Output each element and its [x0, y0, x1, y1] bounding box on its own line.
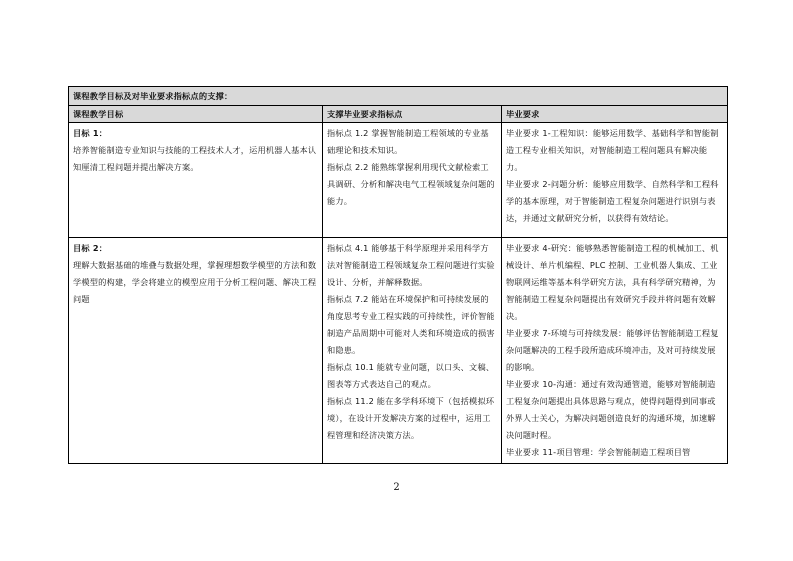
indicator-item: 指标点 2.2 能熟练掌握利用现代文献检索工具调研、分析和解决电气工程领域复杂问题的能力。: [327, 162, 495, 206]
indicator-cell: [323, 123, 502, 238]
indicator-item: 指标点 7.2 能站在环境保护和可持续发展的角度思考专业工程实践的可持续性，评价智能制造产品周期中可能对人类和环境造成的损害和隐患。: [327, 294, 495, 355]
goal-title: 目标 2：: [73, 243, 108, 253]
goal-cell: [69, 123, 323, 238]
goal-text: 理解大数据基础的堆叠与数据处理，掌握理想数学模型的方法和数学模型的构建，学会将建立的模型应用于分析工程问题、解决工程问题: [73, 260, 317, 304]
header-indicator: 支撑毕业要求指标点: [323, 106, 502, 123]
page-number: 2: [393, 482, 400, 493]
requirement-item: 毕业要求 11-项目管理：学会智能制造工程项目管: [506, 447, 691, 457]
indicator-item: 指标点 1.2 掌握智能制造工程领域的专业基础理论和技术知识。: [327, 128, 489, 155]
goal-cell: [69, 238, 323, 464]
goal-text: 培养智能制造专业知识与技能的工程技术人才，运用机器人基本认知厘清工程问题并提出解决方案。: [73, 145, 317, 172]
requirement-item: 毕业要求 2-问题分析：能够应用数学、自然科学和工程科学的基本原理，对于智能制造工程复杂问题进行识别与表达，并通过文献研究分析，以获得有效结论。: [506, 179, 719, 223]
requirement-cell: [502, 123, 728, 238]
table-row: [69, 238, 728, 464]
indicator-cell: [323, 238, 502, 464]
goal-title: 目标 1：: [73, 128, 108, 138]
header-requirement: 毕业要求: [502, 106, 728, 123]
table-row: [69, 123, 728, 238]
requirement-item: 毕业要求 1-工程知识：能够运用数学、基础科学和智能制造工程专业相关知识，对智能制造工程问题具有解决能力。: [506, 128, 719, 172]
objectives-table: [68, 86, 728, 464]
indicator-item: 指标点 11.2 能在多学科环境下（包括模拟环境），在设计开发解决方案的过程中，运用工程管理和经济决策方法。: [327, 396, 495, 440]
header-course-goal: 课程教学目标: [69, 106, 323, 123]
table-title: 课程教学目标及对毕业要求指标点的支撑：: [69, 87, 728, 106]
indicator-item: 指标点 4.1 能够基于科学原理并采用科学方法对智能制造工程领域复杂工程问题进行实验设计、分析，并解释数据。: [327, 243, 495, 287]
requirement-item: 毕业要求 4-研究：能够熟悉智能制造工程的机械加工、机械设计、单片机编程、PLC 控制、工业机器人集成、工业物联网运维等基本科学研究方法，具有科学研究精神，为智能制造工程复杂问题提出有效研究手段并将问题有效解决。: [506, 243, 719, 321]
indicator-item: 指标点 10.1 能就专业问题，以口头、文稿、图表等方式表达自己的观点。: [327, 362, 495, 389]
requirement-item: 毕业要求 10-沟通：通过有效沟通管道，能够对智能制造工程复杂问题提出具体思路与观点，使得问题得到同事或外界人士关心，为解决问题创造良好的沟通环境，加速解决问题时程。: [506, 379, 716, 440]
requirement-item: 毕业要求 7-环境与可持续发展：能够评估智能制造工程复杂问题解决的工程手段所造成环境冲击，及对可持续发展的影响。: [506, 328, 719, 372]
requirement-cell: [502, 238, 728, 464]
